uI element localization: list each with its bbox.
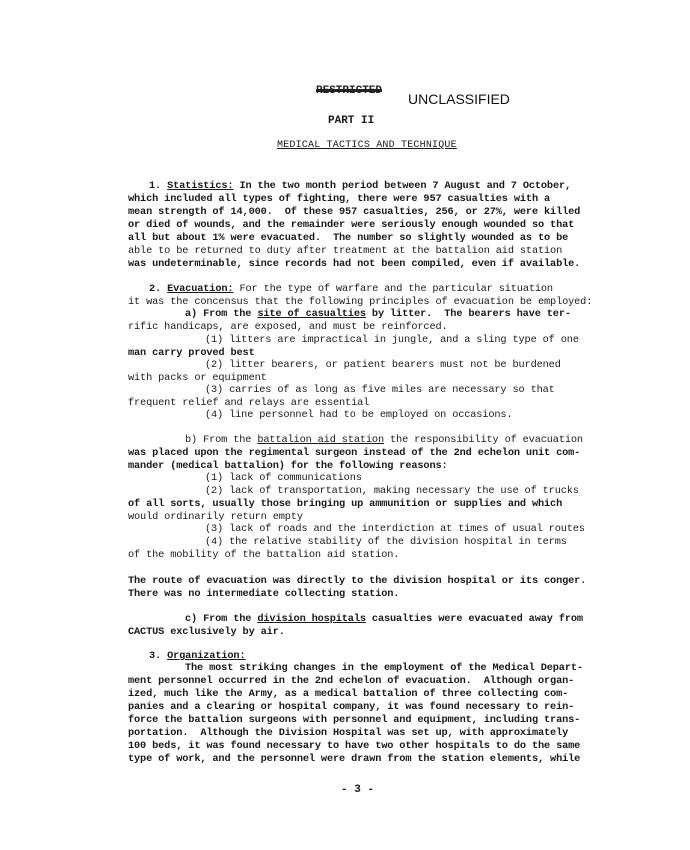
para2b-item3: (3) lack of roads and the interdiction at times of usual routes [205,523,585,535]
para1-line5: all but about 1% were evacuated. The number so slightly wounded as to be [128,232,569,244]
site-of-casualties: site of casualties [257,308,366,320]
para2b-item1: (1) lack of communications [205,472,362,484]
para2a-item1-line1: (1) litters are impractical in jungle, and a sling type of one [205,334,579,346]
para2a-item3-line2: frequent relief and relays are essential [128,397,370,409]
para2a-line2: rific handicaps, are exposed, and must be reinforced. [128,321,448,333]
route-line1: The route of evacuation was directly to the division hospital or its conger. [128,575,587,587]
para2a-item1-line2: man carry proved best [128,347,255,359]
para1-line3: mean strength of 14,000. Of these 957 casualties, 256, or 27%, were killed [128,206,581,218]
para2b-item2-line1: (2) lack of transportation, making necessary the use of trucks [205,485,579,497]
para1-line7: was undeterminable, since records had not been compiled, even if available. [128,258,581,270]
para1-line4: or died of wounds, and the remainder were seriously enough wounded so that [128,219,575,231]
para2c-line2: CACTUS exclusively by air. [128,626,285,638]
para2a-line1: a) From the site of casualties by litter. The bearers have ter- [185,308,571,320]
para3-line6: portation. Although the Division Hospital was set up, with approximately [128,727,569,739]
para2b-line3: mander (medical battalion) for the following reasons: [128,460,448,472]
para3-line4: panies and a clearing or hospital company, it was found necessary to rein- [128,701,575,713]
division-hospitals: division hospitals [257,613,366,625]
para2a-item2-line1: (2) litter bearers, or patient bearers must not be burdened [205,359,561,371]
para1-line1: 1. Statistics: In the two month period between 7 August and 7 October, [149,180,572,192]
para2a-item4: (4) line personnel had to be employed on occasions. [205,409,513,421]
para3-number: 3. [149,650,162,662]
para3-line5: force the battalion surgeons with personnel and equipment, including trans- [128,714,581,726]
unclassified-stamp: UNCLASSIFIED [408,91,510,107]
para3-line1: The most striking changes in the employment of the Medical Depart- [185,662,583,674]
para3-line8: type of work, and the personnel were drawn from the station elements, while [128,753,581,765]
para3-heading: Organization: [167,650,246,662]
battalion-aid-station: battalion aid station [257,434,384,446]
para1-heading: Statistics: [167,180,234,192]
restricted-marking: RESTRICTED [316,85,383,97]
para2-line1: 2. Evacuation: For the type of warfare and the particular situation [149,283,553,295]
part-heading: PART II [328,115,375,127]
para2b-item4-line2: of the mobility of the battalion aid station. [128,549,400,561]
para2-heading: Evacuation: [167,283,234,295]
para3-line3: ized, much like the Army, as a medical battalion of three collecting com- [128,688,569,700]
para2b-item4-line1: (4) the relative stability of the division hospital in terms [205,536,567,548]
section-title: MEDICAL TACTICS AND TECHNIQUE [277,140,457,151]
para2a-item2-line2: with packs or equipment [128,372,267,384]
page-number: - 3 - [341,784,375,796]
para3-line2: ment personnel occurred in the 2nd echelon of evacuation. Although organ- [128,675,575,687]
para2b-line2: was placed upon the regimental surgeon instead of the 2nd echelon unit com- [128,447,581,459]
para2b-line1: b) From the battalion aid station the responsibility of evacuation [185,434,583,446]
para2-line2: it was the concensus that the following principles of evacuation be employed: [128,296,593,308]
para1-number: 1. [149,180,162,192]
para2-number: 2. [149,283,162,295]
para2b-item2-line3: would ordinarily return empty [128,511,303,523]
para3-line7: 100 beds, it was found necessary to have two other hospitals to do the same [128,740,581,752]
para2b-item2-line2: of all sorts, usually those bringing up ammunition or supplies and which [128,498,563,510]
route-line2: There was no intermediate collecting station. [128,588,400,600]
para1-line6: able to be returned to duty after treatment at the battalion aid station [128,245,563,257]
para1-line2: which included all types of fighting, there were 957 casualties with a [128,193,551,205]
para2a-item3-line1: (3) carries of as long as five miles are necessary so that [205,384,555,396]
para2c-line1: c) From the division hospitals casualties were evacuated away from [185,613,583,625]
